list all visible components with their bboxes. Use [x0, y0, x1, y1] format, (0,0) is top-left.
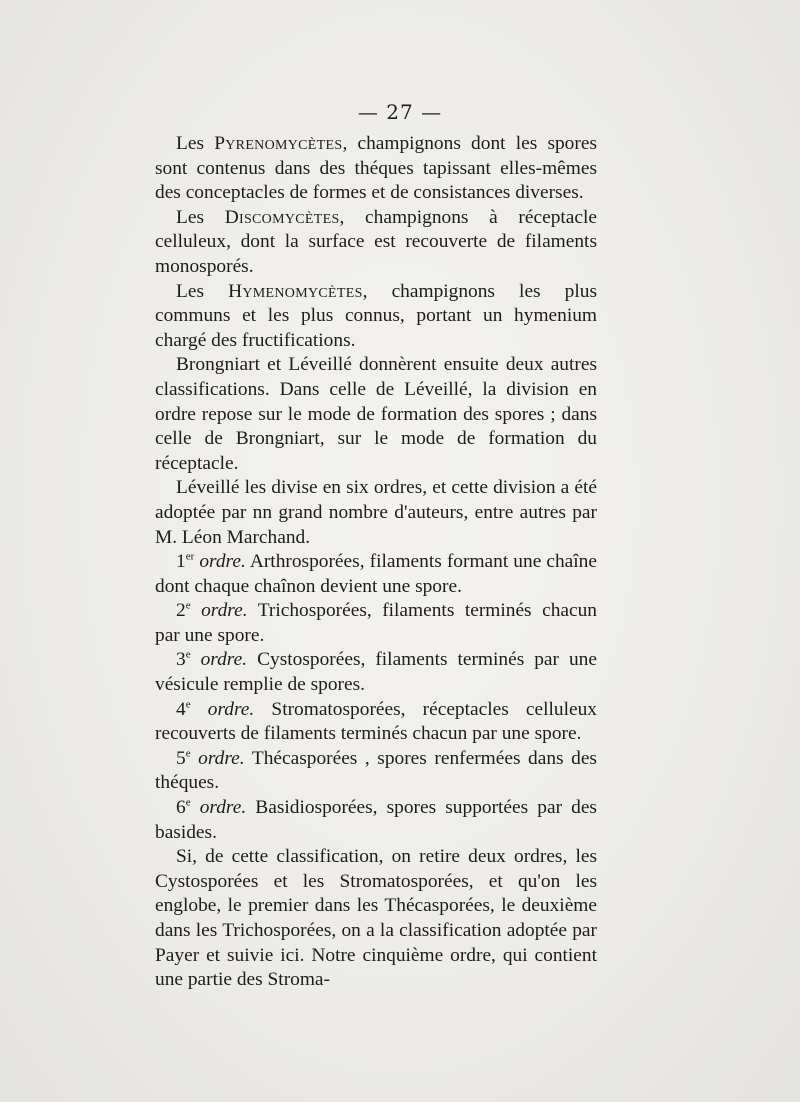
- paragraph-hymenomycetes: Les Hymenomycètes, champignons les plus communs et les plus connus, portant un hymenium chargé des fructifications.: [155, 280, 597, 351]
- order-6: 6e ordre. Basidiosporées, spores supportées par des basides.: [155, 796, 597, 843]
- page-number: — 27 —: [357, 100, 443, 124]
- paragraph-pyrenomycetes: Les Pyrenomycètes, champignons dont les spores sont contenus dans des théques tapissant elles-mêmes des conceptacles de formes et de consistances diverses.: [155, 133, 597, 204]
- order-3: 3e ordre. Cystosporées, filaments terminés par une vésicule remplie de spores.: [155, 649, 597, 696]
- order-2: 2e ordre. Trichosporées, filaments terminés chacun par une spore.: [155, 599, 597, 646]
- group-name: Pyrenomycètes: [214, 133, 343, 154]
- paragraph-discomycetes: Les Discomycètes, champignons à réceptacle celluleux, dont la surface est recouverte de filaments monosporés.: [155, 206, 597, 277]
- paragraph-leveille: Léveillé les divise en six ordres, et cette division a été adoptée par nn grand nombre d'auteurs, entre autres par M. Léon Marchand.: [155, 477, 597, 548]
- order-1: 1er ordre. Arthrosporées, filaments formant une chaîne dont chaque chaînon devient une spore.: [155, 550, 597, 597]
- group-name: Discomycètes: [224, 206, 340, 228]
- body-text: [155, 132, 597, 993]
- order-5: 5e ordre. Thécasporées , spores renfermées dans des théques.: [155, 747, 597, 794]
- paragraph-closing: Si, de cette classification, on retire deux ordres, les Cystosporées et les Stromatosporées, et qu'on les englobe, le premier dans les Thécasporées, le deuxième dans les Trichosporées, on a la classification adoptée par Payer et suivie ici. Notre cinquième ordre, qui contient une partie des Stroma-: [155, 846, 597, 991]
- order-4: 4e ordre. Stromatosporées, réceptacles celluleux recouverts de filaments terminés chacun par une spore.: [155, 698, 597, 745]
- paragraph-classifications: Brongniart et Léveillé donnèrent ensuite deux autres classifications. Dans celle de Léveillé, la division en ordre repose sur le mode de formation des spores ; dans celle de Brongniart, sur le mode de formation du réceptacle.: [155, 354, 597, 474]
- group-name: Hymenomycètes: [228, 280, 363, 302]
